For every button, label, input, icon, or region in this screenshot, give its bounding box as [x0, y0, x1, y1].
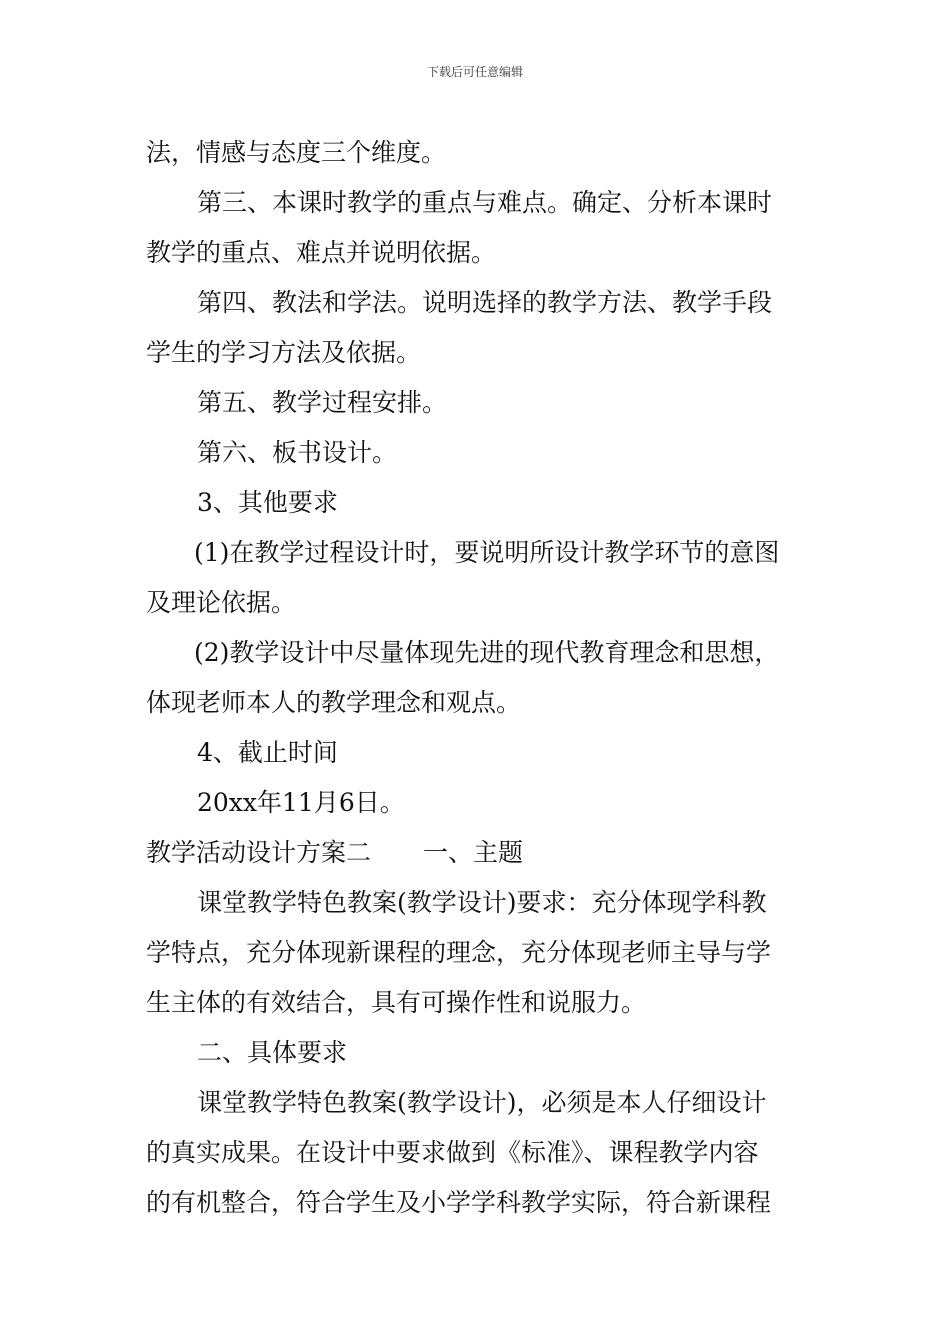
section-heading: 二、具体要求: [197, 1038, 348, 1067]
paragraph-line: 的有机整合，符合学生及小学学科教学实际，符合新课程: [146, 1188, 772, 1217]
paragraph-line: 体现老师本人的教学理念和观点。: [146, 688, 522, 717]
paragraph-line: 20xx年11月6日。: [197, 788, 405, 817]
document-title: 教学活动设计方案二: [146, 838, 372, 867]
paragraph-line: 学特点，充分体现新课程的理念，充分体现老师主导与学: [146, 938, 772, 967]
paragraph-line: 的真实成果。在设计中要求做到《标准》、课程教学内容: [146, 1138, 759, 1167]
paragraph-line: 第六、板书设计。: [197, 438, 398, 467]
paragraph-line: 及理论依据。: [146, 588, 297, 617]
paragraph-line: (2)教学设计中尽量体现先进的现代教育理念和思想，: [194, 638, 780, 667]
paragraph-line: 第五、教学过程安排。: [197, 388, 448, 417]
paragraph-line: 第四、教法和学法。说明选择的教学方法、教学手段: [197, 288, 773, 317]
paragraph-line: 教学的重点、难点并说明依据。: [146, 238, 497, 267]
paragraph-line: 第三、本课时教学的重点与难点。确定、分析本课时: [197, 188, 773, 217]
paragraph-line: 课堂教学特色教案(教学设计)要求：充分体现学科教: [197, 888, 767, 917]
paragraph-line: 课堂教学特色教案(教学设计)，必须是本人仔细设计: [197, 1088, 767, 1117]
paragraph-line: 学生的学习方法及依据。: [146, 338, 422, 367]
paragraph-line: (1)在教学过程设计时，要说明所设计教学环节的意图: [194, 538, 780, 567]
document-title-line: [146, 828, 810, 878]
section-heading: 一、主题: [423, 838, 524, 867]
document-body: [146, 128, 810, 1228]
paragraph-line: 生主体的有效结合，具有可操作性和说服力。: [146, 988, 647, 1017]
paragraph-line: 法，情感与态度三个维度。: [146, 138, 447, 167]
section-heading: 3、其他要求: [197, 488, 338, 517]
section-heading: 4、截止时间: [197, 738, 338, 767]
page-header-note: 下载后可任意编辑: [426, 65, 523, 79]
